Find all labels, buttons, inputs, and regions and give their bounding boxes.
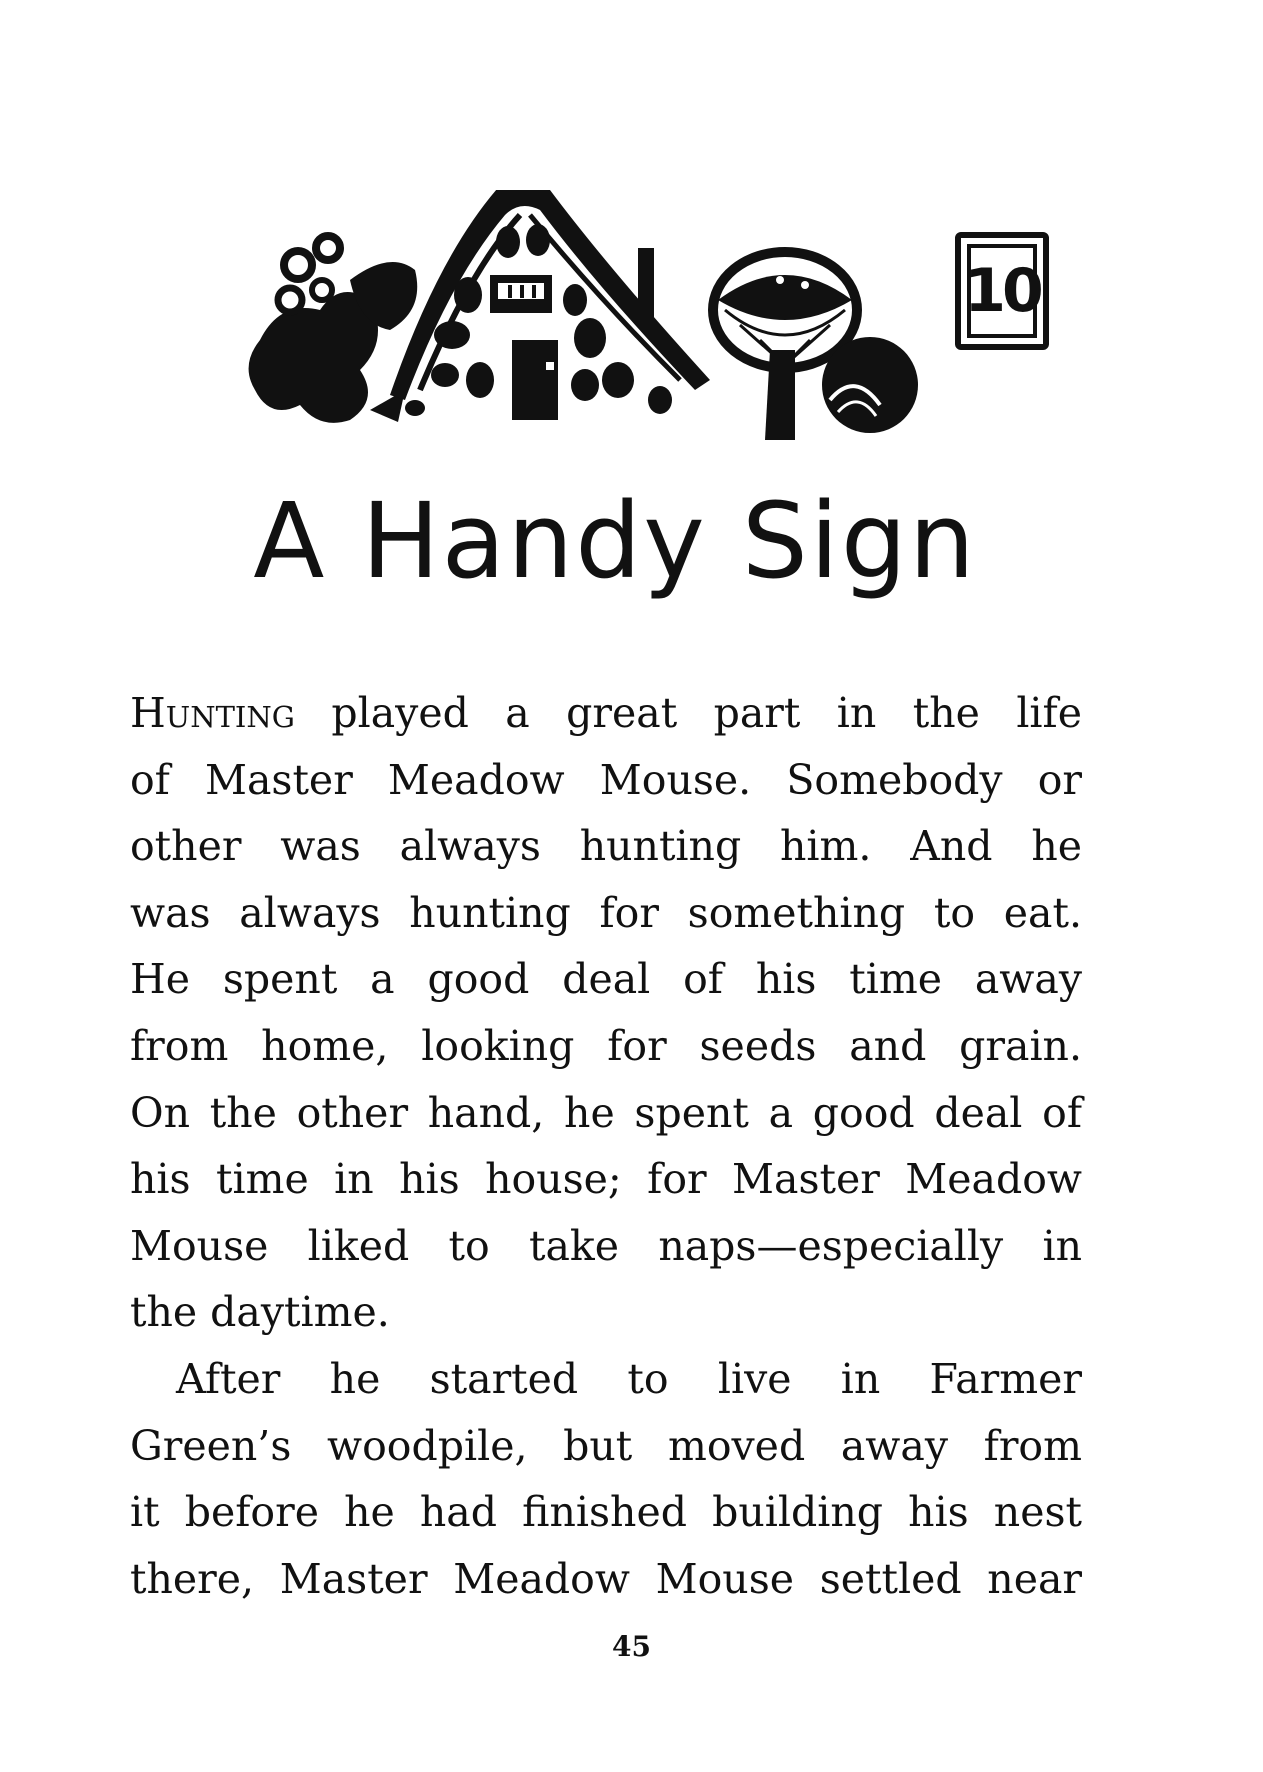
text-line: Mouse liked to take naps—especially in [130,1221,1082,1270]
lead-word: Hunting [130,689,295,737]
chapter-number: 10 [967,244,1037,338]
text-line: was always hunting for something to eat. [130,888,1082,937]
text-line: Green’s woodpile, but moved away from [130,1421,1082,1470]
text-line: After he started to live in Farmer [176,1354,1082,1403]
text-line: He spent a good deal of his time away [130,955,1082,1004]
paragraph-1 [130,680,1082,1346]
cottage-icon [390,190,710,420]
text-line: his time in his house; for Master Meadow [130,1155,1082,1204]
chapter-number-badge [955,232,1049,350]
small-mushroom-icon [822,337,918,433]
text-line: it before he had finished building his nest [130,1488,1082,1537]
text-line: On the other hand, he spent a good deal of [130,1088,1082,1137]
page-number: 45 [612,1630,651,1663]
body-text [130,680,1082,1612]
text-line: Hunting played a great part in the life [130,689,1082,737]
text-line: there, Master Meadow Mouse settled near [130,1554,1082,1603]
paragraph-2 [130,1346,1082,1612]
text-line: of Master Meadow Mouse. Somebody or [130,755,1082,804]
headpiece-illustration [240,190,1060,510]
chapter-title: A Handy Sign [253,480,977,602]
text-line: from home, looking for seeds and grain. [130,1021,1082,1070]
text-line: the daytime. [130,1288,390,1337]
text-line: other was always hunting him. And he [130,822,1082,871]
